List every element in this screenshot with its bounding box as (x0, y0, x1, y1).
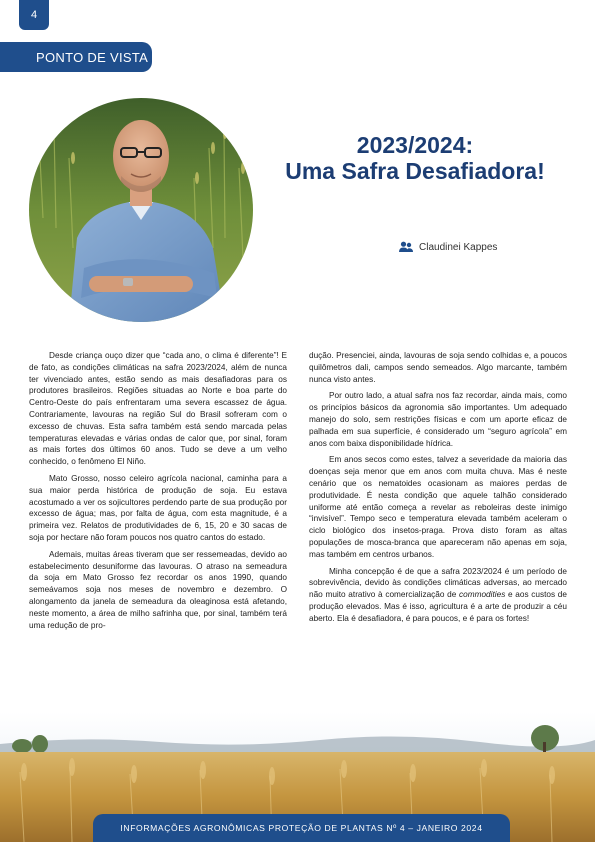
paragraph: Por outro lado, a atual safra nos faz recordar, ainda mais, como os princípios básicos da agronomia são importantes. Um adequado manejo do solo, sem restrições físicas e com um aporte eficaz de palhada em sua superfície, é considerado um “seguro agrícola” em anos com baixa disponibilidade hídrica. (309, 391, 567, 448)
body-column-left (29, 350, 287, 695)
title-line-2: Uma Safra Desafiadora! (285, 158, 545, 184)
author-portrait (29, 98, 253, 322)
author-name: Claudinei Kappes (419, 241, 498, 253)
author-byline (399, 239, 497, 255)
page-number (19, 0, 49, 30)
title-line-1: 2023/2024: (356, 132, 474, 158)
paragraph-continuation: dução. Presenciei, ainda, lavouras de soja sendo colhidas e, a poucos quilômetros dali, campos sendo semeados. Algo marcante, também nunca visto antes. (309, 351, 567, 384)
article-body (29, 350, 567, 695)
body-column-right (309, 350, 567, 695)
users-icon (399, 241, 413, 253)
portrait-photo (29, 98, 253, 322)
footer-text: INFORMAÇÕES AGRONÔMICAS PROTEÇÃO DE PLANTAS Nº 4 – JANEIRO 2024 (120, 823, 483, 833)
final-text-start: Minha concepção é de que a safra 2023/2024 é um período de sobrevivência, devido às condições climáticas adversas, ao mercado não muito atrativo à comercialização de (309, 566, 567, 600)
section-label (0, 42, 152, 72)
page-number-text: 4 (30, 9, 38, 21)
paragraph-final (309, 566, 567, 625)
footer-bar (93, 814, 510, 842)
paragraph: Mato Grosso, nosso celeiro agrícola nacional, caminha para a sua maior perda histórica de produção de soja. Eu estava acostumado a ver os sojicultores perdendo parte de sua produção por excesso de água; mas, por falta de água, com esta magnitude, é a primeira vez. Relatos de produtividades de 6, 15, 20 e 30 sacas de soja por hectare não foram poucos nos quatro cantos do estado. (29, 473, 287, 542)
paragraph: Desde criança ouço dizer que “cada ano, o clima é diferente”! E de fato, as condições climáticas na safra 2023/2024, além de nunca ter vivenciado antes, estão sendo as mais desafiadoras para os produtores brasileiros. Regiões situadas ao Norte e boa parte do Centro-Oeste do país enfrentaram uma severa escassez de água. Contrariamente, lavouras na região Sul do Brasil sofreram com o excesso de chuvas. Esta safra também está sendo marcada pelas temperaturas elevadas e várias ondas de calor que, por sinal, foram as mais fortes dos últimos 60 anos. Tudo se deve a um velho conhecido, o fenômeno El Niño. (29, 351, 287, 467)
final-text-emphasis: commodities (459, 590, 506, 600)
final-text-end: e aos custos de produção elevados. Mas é isso, agricultura é a arte de produzir a céu aberto. Ela é desafiadora, é para poucos, e é para os fortes! (309, 590, 567, 623)
paragraph: Ademais, muitas áreas tiveram que ser ressemeadas, devido ao estabelecimento desuniforme das lavouras. O atraso na semeadura da soja em Mato Grosso fez recordar os anos 1990, quando semeávamos soja nos meses de novembro e dezembro. O alongamento da janela de semeadura da oleaginosa está afetando, neste momento, a área de milho safrinha que, por sinal, também terá uma redução de pro- (29, 549, 287, 630)
article-title (265, 132, 565, 184)
section-label-text: PONTO DE VISTA (36, 49, 149, 65)
paragraph: Em anos secos como estes, talvez a severidade da maioria das doenças seja menor que em anos com muita chuva. Mas é neste cenário que os nematoides ocasionam as maiores perdas de produtividade. É nesta condição que aquele talhão considerado uniforme até então começa a revelar as reboleiras deste inimigo “invisível”. Tempo seco e temperatura elevada também aceleram o ciclo biológico dos insetos-praga. Prova disto foram as altas populações de mosca-branca que apareceram não apenas em soja, mas também em centros urbanos. (309, 455, 567, 559)
